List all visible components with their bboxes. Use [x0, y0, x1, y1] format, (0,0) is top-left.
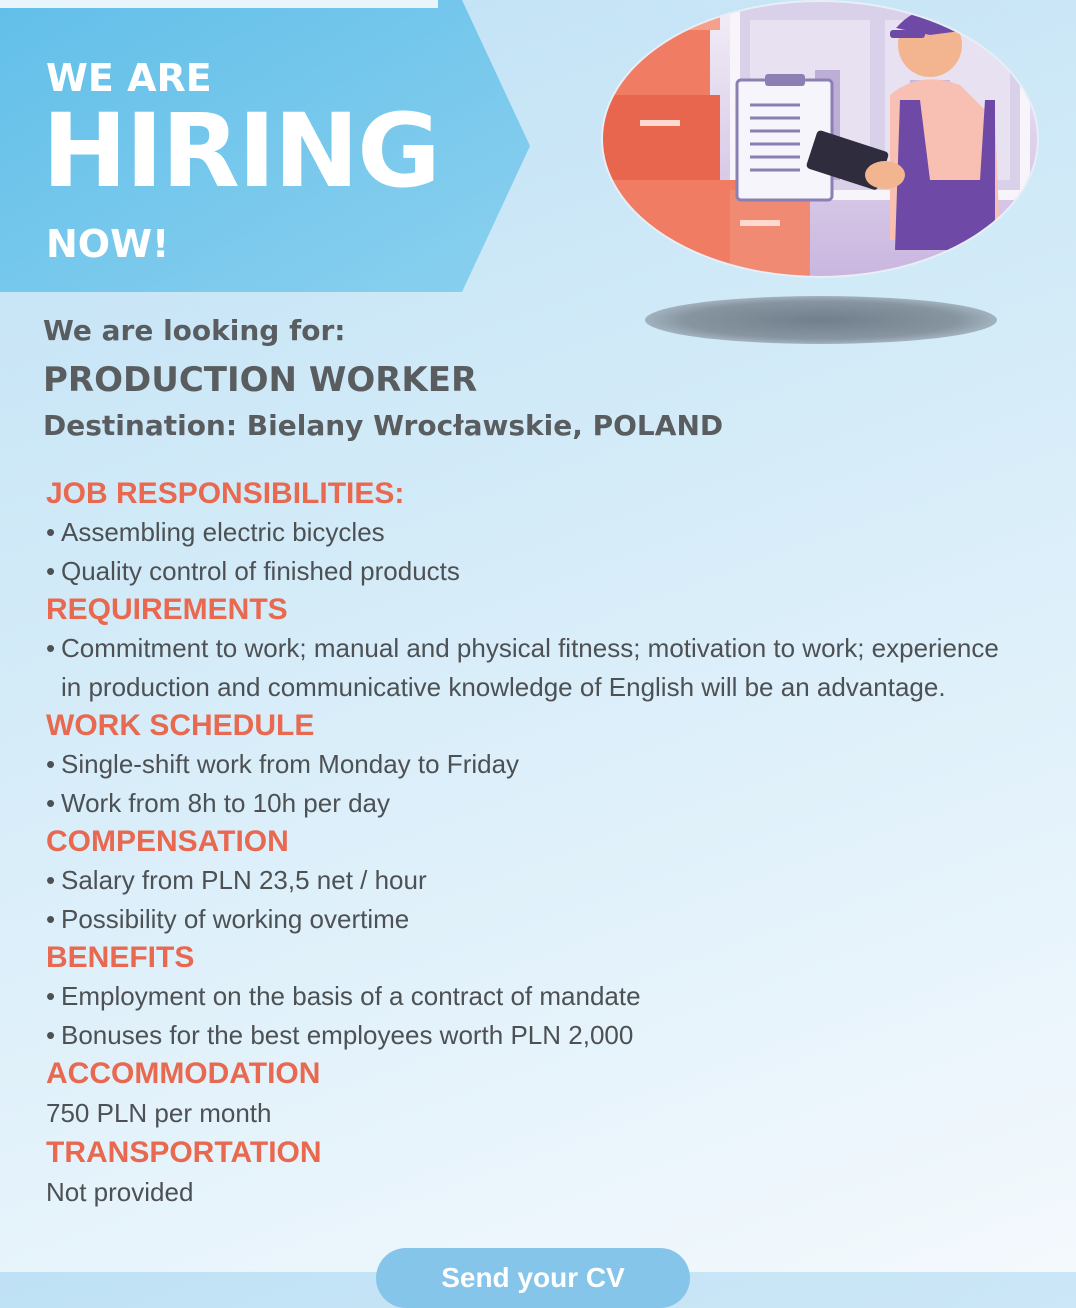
- list-item: • Quality control of finished products: [46, 552, 1026, 591]
- job-title: PRODUCTION WORKER: [43, 360, 478, 400]
- hiring-banner: [0, 0, 532, 292]
- transportation-heading: TRANSPORTATION: [46, 1136, 322, 1169]
- list-item: • Assembling electric bicycles: [46, 513, 1026, 552]
- list-item: • Salary from PLN 23,5 net / hour: [46, 861, 1026, 900]
- requirements-heading: REQUIREMENTS: [46, 593, 288, 626]
- warehouse-worker-illustration: [600, 0, 1040, 282]
- list-item: • Work from 8h to 10h per day: [46, 784, 1026, 823]
- transportation-text: Not provided: [46, 1177, 194, 1207]
- list-item: • Commitment to work; manual and physical fitness; motivation to work; experience in production and communicative knowledge of English will be an advantage.: [46, 629, 1011, 706]
- send-cv-button[interactable]: Send your CV: [376, 1248, 690, 1308]
- benefits-heading: BENEFITS: [46, 941, 195, 974]
- accommodation-text: 750 PLN per month: [46, 1098, 272, 1128]
- looking-for-label: We are looking for:: [43, 314, 346, 347]
- compensation-heading: COMPENSATION: [46, 825, 289, 858]
- accommodation-heading: ACCOMMODATION: [46, 1057, 321, 1090]
- illustration-shadow: [645, 296, 997, 344]
- list-item: • Employment on the basis of a contract of mandate: [46, 977, 1026, 1016]
- list-item: • Single-shift work from Monday to Friday: [46, 745, 1026, 784]
- list-item: • Possibility of working overtime: [46, 900, 1026, 939]
- work-schedule-heading: WORK SCHEDULE: [46, 709, 315, 742]
- list-item: • Bonuses for the best employees worth PLN 2,000: [46, 1016, 1026, 1055]
- destination-text: Destination: Bielany Wrocławskie, POLAND: [43, 409, 724, 442]
- we-are-text: WE ARE: [46, 56, 212, 100]
- job-details: [46, 474, 1026, 1212]
- responsibilities-heading: JOB RESPONSIBILITIES:: [46, 477, 405, 510]
- now-text: NOW!: [46, 222, 170, 266]
- hiring-text: HIRING: [42, 92, 439, 211]
